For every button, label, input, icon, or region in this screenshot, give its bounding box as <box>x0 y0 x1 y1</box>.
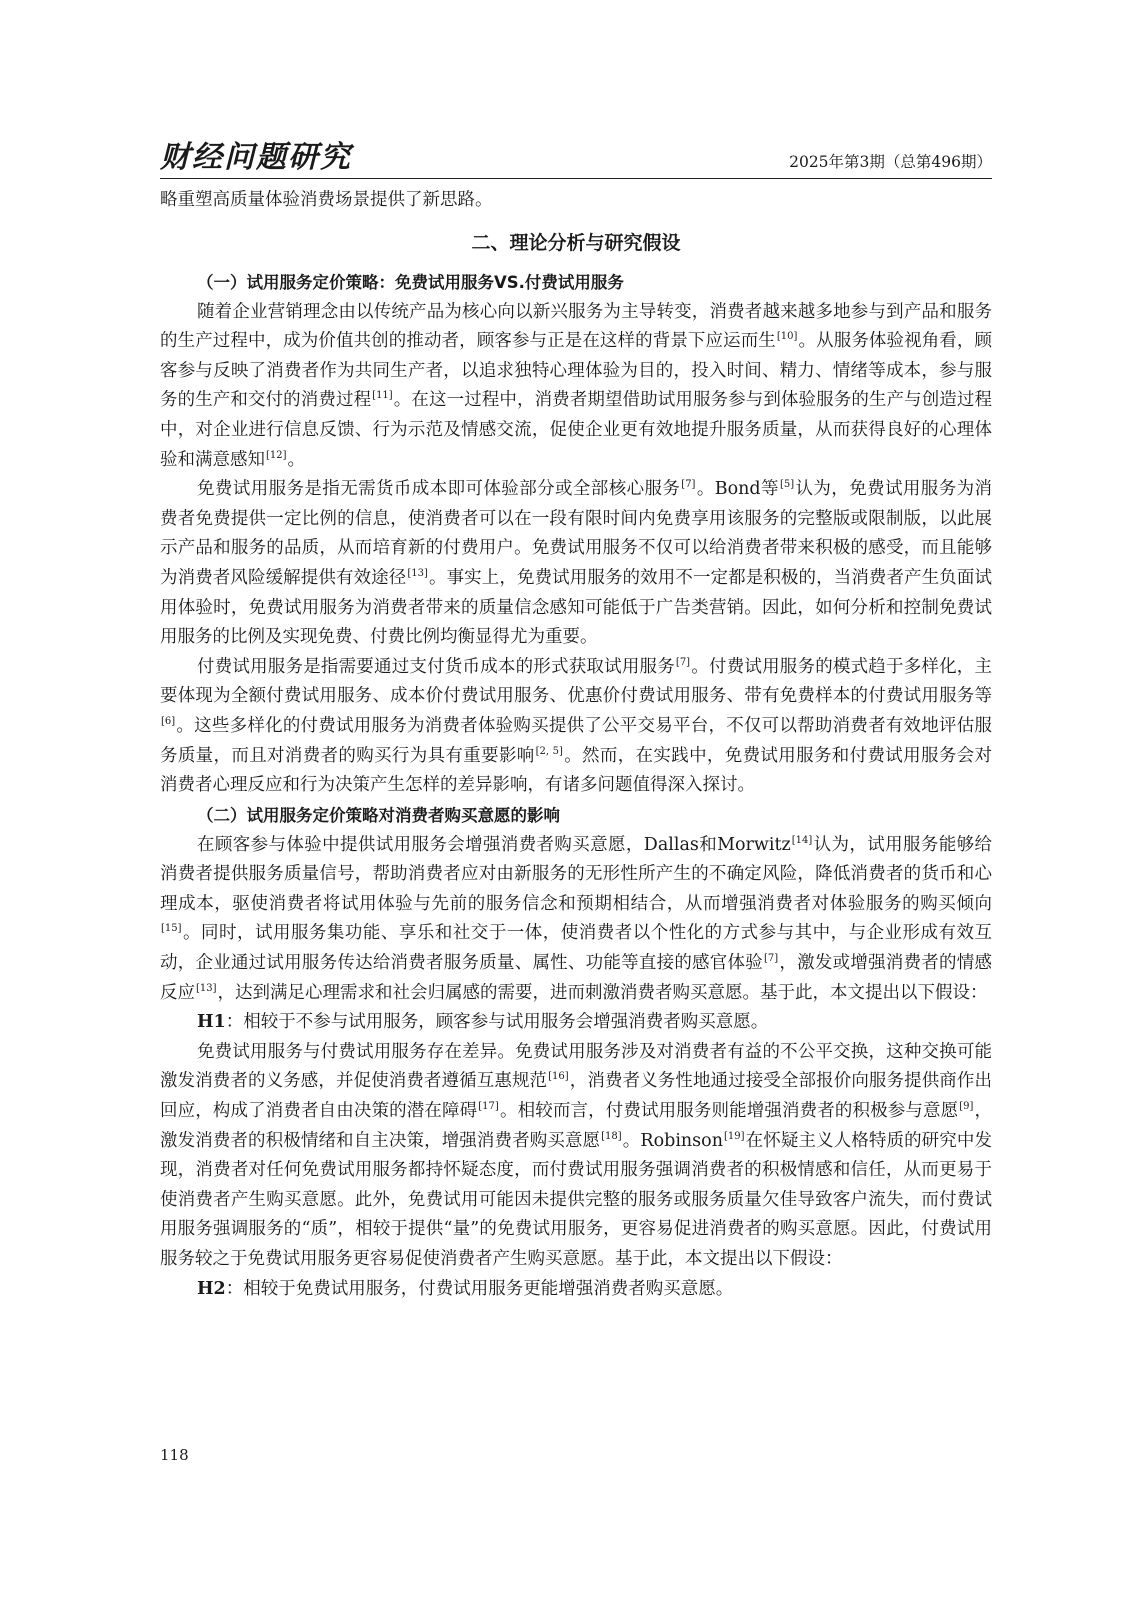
text-run: 。这些多样化的付费试用服务为消费者体验购买提供了公平交易平台，不仅可以帮助消费者有效地评估服务质量，而且对消费者的购买行为具有重要影响 <box>160 715 992 766</box>
journal-logo: 财经问题研究 <box>160 140 352 175</box>
citation-ref: [16] <box>548 1071 569 1083</box>
paragraph-1 <box>160 298 992 476</box>
text-run: 在怀疑主义人格特质的研究中发现，消费者对任何免费试用服务都持怀疑态度，而付费试用服务强调消费者的积极情感和信任，从而更易于使消费者产生购买意愿。此外，免费试用可能因未提供完整的服务或服务质量欠佳导致客户流失，而付费试用服务强调服务的“质”，相较于提供“量”的免费试用服务，更容易促进消费者的购买意愿。因此，付费试用服务较之于免费试用服务更容易促使消费者产生购买意愿。基于此，本文提出以下假设： <box>160 1130 993 1269</box>
citation-ref: [17] <box>478 1101 499 1113</box>
text-run: 。事实上，免费试用服务的效用不一定都是积极的，当消费者产生负面试用体验时，免费试用服务为消费者带来的质量信念感知可能低于广告类营销。因此，如何分析和控制免费试用服务的比例及实现免费、付费比例均衡显得尤为重要。 <box>160 567 992 648</box>
citation-ref: [6] <box>161 715 176 727</box>
paragraph-4 <box>160 831 992 1009</box>
citation-ref: [5] <box>779 479 795 491</box>
paragraph-5 <box>160 1038 992 1275</box>
hypothesis-label: H1 <box>197 1012 226 1033</box>
intro-tail-paragraph: 略重塑高质量体验消费场景提供了新思路。 <box>160 190 493 210</box>
citation-ref: [19] <box>723 1130 745 1142</box>
text-run: 。Robinson <box>622 1130 723 1151</box>
text-run: ，激发或增强消费者的情感反应 <box>160 953 993 1003</box>
citation-ref: [10] <box>776 331 798 343</box>
citation-ref: [11] <box>372 390 393 402</box>
text-run: 。 <box>287 449 306 470</box>
subsection-title-1: （一）试用服务定价策略：免费试用服务VS.付费试用服务 <box>197 272 624 292</box>
text-run: 认为，免费试用服务为消费者免费提供一定比例的信息，使消费者可以在一段有限时间内免费享用该服务的完整版或限制版，以此展示产品和服务的品质，从而培育新的付费用户。免费试用服务不仅可以给消费者带来积极的感受，而且能够为消费者风险缓解提供有效途径 <box>160 479 993 588</box>
page-number: 118 <box>160 1446 189 1464</box>
text-run: 。然而，在实践中，免费试用服务和付费试用服务会对消费者心理反应和行为决策产生怎样的差异影响，有诸多问题值得深入探讨。 <box>160 745 993 796</box>
text-run: 认为，试用服务能够给消费者提供服务质量信号，帮助消费者应对由新服务的无形性所产生的不确定风险，降低消费者的货币和心理成本，驱使消费者将试用体验与先前的服务信念和预期相结合，从而增强消费者对体验服务的购买倾向 <box>160 834 993 914</box>
text-run: 。付费试用服务的模式趋于多样化，主要体现为全额付费试用服务、成本价付费试用服务、优惠价付费试用服务、带有免费样本的付费试用服务等 <box>160 656 993 707</box>
hypothesis-text: ：相较于不参与试用服务，顾客参与试用服务会增强消费者购买意愿。 <box>225 1012 769 1033</box>
header-rule <box>160 178 992 179</box>
citation-ref: [13] <box>407 567 428 579</box>
citation-ref: [2, 5] <box>535 745 563 757</box>
article-body <box>160 186 992 1304</box>
text-run: 。同时，试用服务集功能、享乐和社交于一体，使消费者以个性化的方式参与其中，与企业形成有效互动，企业通过试用服务传达给消费者服务质量、属性、功能等直接的感官体验 <box>160 923 992 974</box>
section-title: 二、理论分析与研究假设 <box>471 231 681 254</box>
subsection-title-2: （二）试用服务定价策略对消费者购买意愿的影响 <box>197 805 560 825</box>
text-run: ，消费者义务性地通过接受全部报价向服务提供商作出回应，构成了消费者自由决策的潜在障碍 <box>160 1071 993 1122</box>
citation-ref: [12] <box>266 449 287 461</box>
citation-ref: [9] <box>959 1101 974 1113</box>
hypothesis-h1 <box>160 1008 992 1038</box>
text-run: ，达到满足心理需求和社会归属感的需要，进而刺激消费者购买意愿。基于此，本文提出以下假设： <box>217 982 988 1003</box>
citation-ref: [7] <box>675 656 691 668</box>
citation-ref: [7] <box>681 479 696 491</box>
text-run: 付费试用服务是指需要通过支付货币成本的形式获取试用服务 <box>197 656 675 677</box>
text-run: 。Bond等 <box>696 479 779 500</box>
citation-ref: [7] <box>764 953 779 965</box>
paragraph-2 <box>160 475 992 653</box>
text-run: 。在这一过程中，消费者期望借助试用服务参与到体验服务的生产与创造过程中，对企业进行信息反馈、行为示范及情感交流，促使企业更有效地提升服务质量，从而获得良好的心理体验和满意感知 <box>160 390 993 470</box>
citation-ref: [15] <box>161 923 182 935</box>
running-header <box>160 140 992 180</box>
citation-ref: [18] <box>601 1130 622 1142</box>
hypothesis-label: H2 <box>197 1278 226 1299</box>
text-run: 。从服务体验视角看，顾客参与反映了消费者作为共同生产者，以追求独特心理体验为目的，投入时间、精力、情绪等成本，参与服务的生产和交付的消费过程 <box>160 331 993 411</box>
text-run: ，激发消费者的积极情绪和自主决策，增强消费者购买意愿 <box>160 1101 993 1151</box>
text-run: 免费试用服务与付费试用服务存在差异。免费试用服务涉及对消费者有益的不公平交换，这种交换可能激发消费者的义务感，并促使消费者遵循互惠规范 <box>160 1041 992 1092</box>
citation-ref: [14] <box>791 834 813 846</box>
citation-ref: [13] <box>196 982 217 994</box>
text-run: 在顾客参与体验中提供试用服务会增强消费者购买意愿，Dallas和Morwitz <box>197 834 791 855</box>
hypothesis-text: ：相较于免费试用服务，付费试用服务更能增强消费者购买意愿。 <box>225 1278 734 1299</box>
hypothesis-h2 <box>160 1275 992 1305</box>
text-run: 随着企业营销理念由以传统产品为核心向以新兴服务为主导转变，消费者越来越多地参与到产品和服务的生产过程中，成为价值共创的推动者，顾客参与正是在这样的背景下应运而生 <box>160 301 992 352</box>
text-run: 免费试用服务是指无需货币成本即可体验部分或全部核心服务 <box>197 479 681 500</box>
text-run: 。相较而言，付费试用服务则能增强消费者的积极参与意愿 <box>499 1101 959 1122</box>
issue-info: 2025年第3期（总第496期） <box>789 153 992 171</box>
paragraph-3 <box>160 653 992 801</box>
